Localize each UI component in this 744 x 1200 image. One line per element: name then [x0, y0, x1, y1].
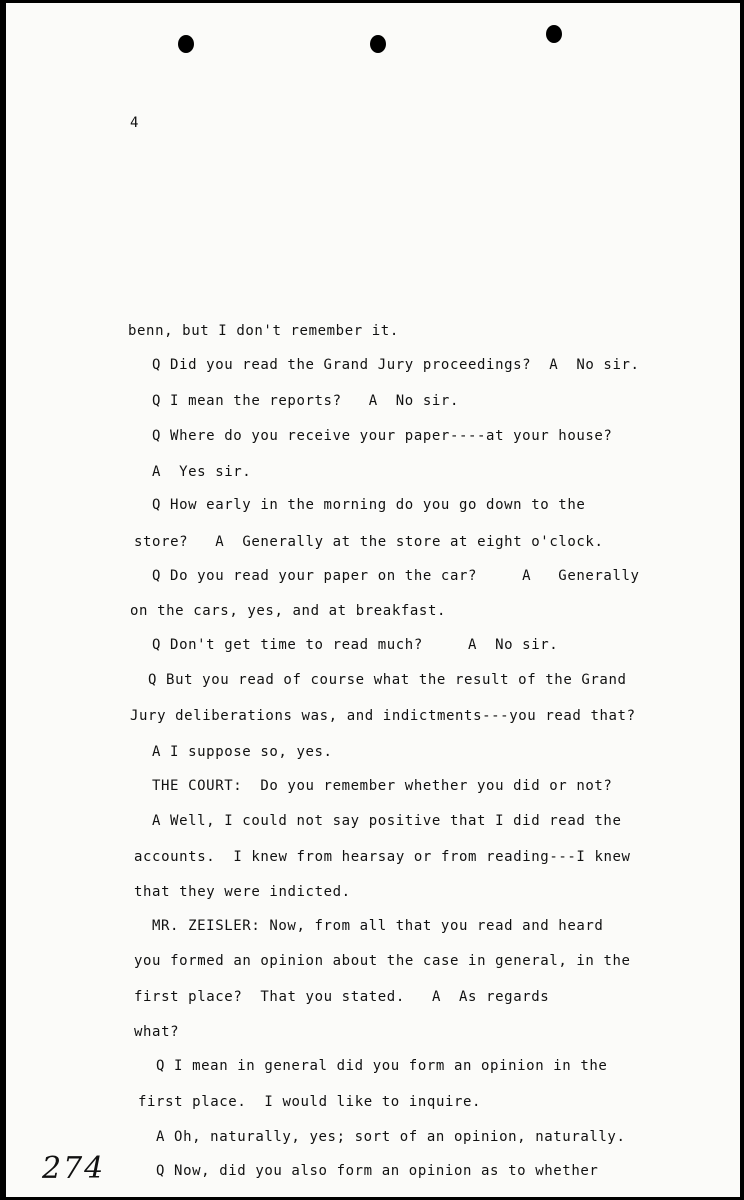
transcript-line: Q But you read of course what the result of the Grand [148, 672, 627, 688]
transcript-line: THE COURT: Do you remember whether you did or not? [152, 778, 613, 794]
transcript-line: benn, but I don't remember it. [128, 323, 399, 339]
transcript-line: A Yes sir. [152, 464, 252, 480]
transcript-line: that they were indicted. [134, 884, 351, 900]
transcript-line: Q I mean the reports? A No sir. [152, 393, 459, 409]
transcript-line: Q How early in the morning do you go down to the [152, 497, 586, 513]
transcript-line: Q Where do you receive your paper----at your house? [152, 428, 613, 444]
transcript-line: first place? That you stated. A As regards [134, 989, 550, 1005]
transcript-line: you formed an opinion about the case in general, in the [134, 953, 631, 969]
transcript-line: Q Did you read the Grand Jury proceedings? A No sir. [152, 357, 640, 373]
transcript-line: Q Now, did you also form an opinion as to whether [156, 1163, 599, 1179]
transcript-line: first place. I would like to inquire. [138, 1094, 482, 1110]
transcript-line: A Oh, naturally, yes; sort of an opinion, naturally. [156, 1129, 626, 1145]
transcript-line: what? [134, 1024, 180, 1040]
transcript-line: Q I mean in general did you form an opinion in the [156, 1058, 608, 1074]
transcript-line: A I suppose so, yes. [152, 744, 333, 760]
transcript-line: A Well, I could not say positive that I did read the [152, 813, 622, 829]
punch-hole-center [370, 35, 386, 53]
handwritten-page-number: 274 [42, 1151, 106, 1186]
transcript-line: store? A Generally at the store at eight o'clock. [134, 534, 604, 550]
transcript-line: accounts. I knew from hearsay or from reading---I knew [134, 849, 631, 865]
punch-hole-left [178, 35, 194, 53]
transcript-line: MR. ZEISLER: Now, from all that you read and heard [152, 918, 604, 934]
transcript-line: on the cars, yes, and at breakfast. [130, 603, 447, 619]
transcript-line: Q Don't get time to read much? A No sir. [152, 637, 559, 653]
transcript-line: Q Do you read your paper on the car? A Generally [152, 568, 640, 584]
punch-hole-right [546, 25, 562, 43]
page-number: 4 [130, 115, 139, 131]
transcript-line: Jury deliberations was, and indictments---you read that? [130, 708, 636, 724]
